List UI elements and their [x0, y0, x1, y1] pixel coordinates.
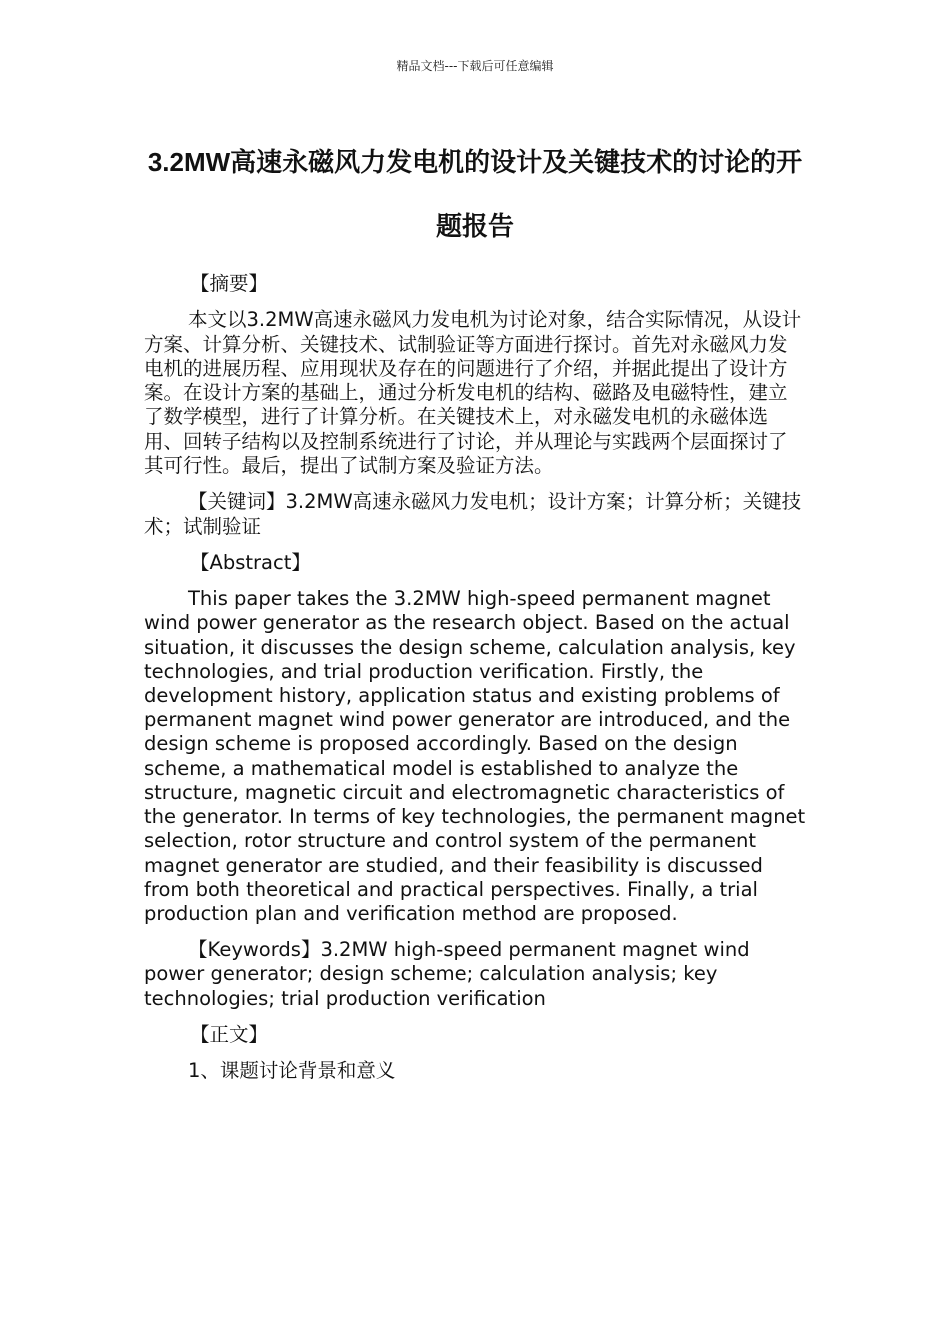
keywords-cn	[144, 490, 806, 539]
abstract-cn-text: 本文以3.2MW高速永磁风力发电机为讨论对象，结合实际情况，从设计方案、计算分析、关键技术、试制验证等方面进行探讨。首先对永磁风力发电机的进展历程、应用现状及存在的问题进行了介绍，并据此提出了设计方案。在设计方案的基础上，通过分析发电机的结构、磁路及电磁特性，建立了数学模型，进行了计算分析。在关键技术上，对永磁发电机的永磁体选用、回转子结构以及控制系统进行了讨论，并从理论与实践两个层面探讨了其可行性。最后，提出了试制方案及验证方法。	[144, 308, 802, 478]
abstract-cn-label: 【摘要】	[190, 272, 269, 295]
document-title: 3.2MW高速永磁风力发电机的设计及关键技术的讨论的开题报告	[147, 147, 803, 241]
keywords-cn-text: 3.2MW高速永磁风力发电机；设计方案；计算分析；关键技术；试制验证	[144, 490, 802, 538]
abstract-en-label: 【Abstract】	[190, 550, 311, 574]
keywords-cn-label: 【关键词】	[188, 490, 286, 514]
section-heading-1: 1、课题讨论背景和意义	[188, 1059, 396, 1083]
keywords-en-label: 【Keywords】	[188, 938, 321, 962]
body-label: 【正文】	[190, 1022, 269, 1046]
abstract-en-text: This paper takes the 3.2MW high-speed permanent magnet wind power generator as the research object. Based on the actual situation, it discusses the design scheme, calculation analysis, key technologies, and trial production verification. Firstly, the development history, application status and existing problems of permanent magnet wind power generator are introduced, and the design scheme is proposed accordingly. Based on the design scheme, a mathematical model is established to analyze the structure, magnetic circuit and electromagnetic characteristics of the generator. In terms of key technologies, the permanent magnet selection, rotor structure and control system of the permanent magnet generator are studied, and their feasibility is discussed from both theoretical and practical perspectives. Finally, a trial production plan and verification method are proposed.	[144, 587, 806, 925]
keywords-en-text: 3.2MW high-speed permanent magnet wind power generator; design scheme; calculation analysis; key technologies; trial production verification	[144, 938, 750, 1010]
document-body	[144, 272, 806, 1095]
header-note: 精品文档---下载后可任意编辑	[396, 59, 554, 73]
keywords-en	[144, 938, 806, 1011]
